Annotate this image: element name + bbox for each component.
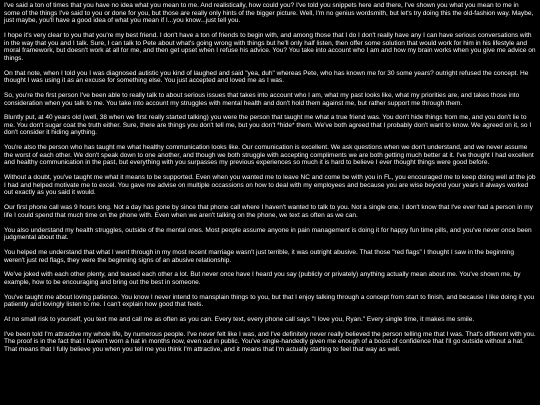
- paragraph-texts-and-calls: At no small risk to yourself, you text me and call me as often as you can. Every text, every phone call says "I love you, Ryan." Every single time, it makes me smile.: [4, 316, 475, 324]
- paragraph-intro: I've said a ton of times that you have no idea what you mean to me. And realistically, how could you? I've told you snippets here and there, I've shown you what you mean to me in some of the things I've said to you or done for you, but those are really only hints of the bigger picture. Well, I'm no genius wordsmith, but let's try doing this the old-fashion way. Maybe, just maybe, you'll have a good idea of what you mean if I...you know...just tell you.: [4, 2, 534, 25]
- paragraph-first-phone-call: Our first phone call was 9 hours long. Not a day has gone by since that phone call where I haven't wanted to talk to you. Not a single one. I don't know that I've ever had a person in my life I could spend that much time on the phone with. Even when we aren't talking on the phone, we text as often as we can.: [4, 204, 533, 219]
- paragraph-attractiveness: I've been told I'm attractive my whole life, by numerous people. I've never felt like I was, and I've definitely never really believed the person telling me that I was. That's different with you. The proof is in the fact that I haven't worn a hat in months now, even out in public. You've single-handedly given me enough of a boost of confidence that I'll go outside without a hat. That means that I fully believe you when you tell me you think I'm attractive, and it means that I'm actually starting to feel that way as well.: [4, 330, 536, 354]
- paragraph-healthy-communication: You're also the person who has taught me what healthy communication looks like. Our comunication is excellent. We ask questions when we don't understand, and we never assume the worst of each other. We don't speak down to one another, and though we both struggle with accepting compliments we are both getting much better at it. I've thought I had excellent and healthy communication in the past, but everything with you surpasses my previous experiences so much it is hard to believe I ever thought things were good before.: [4, 144, 534, 167]
- paragraph-health-struggles: You also understand my health struggles, outside of the mental ones. Most people assume anyone in pain management is doing it for happy fun time pills, and you've never once been judgmental about that.: [4, 226, 532, 242]
- paragraph-support: Without a doubt, you've taught me what it means to be supported. Even when you wanted me to leave NC and come be with you in FL, you encouraged me to keep doing well at the job I had and helped motivate me to excel. You gave me advise on multiple occassions on how to deal with my employees and because you are wise beyond your years it always worked out exactly as you said it would.: [4, 174, 536, 197]
- letter-document: [4, 2, 536, 361]
- paragraph-teasing: We've joked with each other plenty, and teased each other a lot. But never once have I heard you say (publicly or privately) anything actually mean about me. You've shown me, by example, how to be encouraging and bring out the best in someone.: [4, 271, 521, 286]
- paragraph-true-friend: Bluntly put, at 40 years old (well, 38 when we first really started talking) you were the person that taught me what a true friend was. You don't hide things from me, and you don't lie to me. You don't sugar coat the truth either. Sure, there are things you don't tell me, but you don't *hide* them. We've both agreed that I probably don't want to know. We agreed on it, so I don't consider it hiding anything.: [4, 114, 532, 137]
- paragraph-loving-patience: You've taught me about loving patience. You know I never intend to mansplain things to you, but that I enjoy talking through a concept from start to finish, and because I like doing it you patiently and lovingly listen to me. I can't explain how good that feels.: [4, 293, 535, 309]
- paragraph-abusive-marriage: You helped me understand that what I went through in my most recent marriage wasn't just terrible, it was outright abusive. That those "red flags" I thought I saw in the beginning weren't just red flags, they were the beginning signs of an abusive relationship.: [4, 248, 514, 264]
- paragraph-autism-diagnosis: On that note, when I told you I was diagnosed autistic you kind of laughed and said "yea, duh" whereas Pete, who has known me for 30 some years? outright refused the concept. He thought I was using it as an excuse for something else. You just accepted and loved me as I was.: [4, 69, 529, 85]
- paragraph-best-friend: I hope it's very clear to you that you're my best friend. I don't have a ton of friends to begin with, and among those that I do I don't really have any I can have serious conversations with in the way that you and I talk. Sure, I can talk to Pete about what's going wrong with things but he'll only half listen, then offer some solution that would work for him in his lifestyle and moral framework, but doesn't work at all for me, and then get upset when I refuse his advice. You? You take into account who I am and how my brain works when you give me advice on things.: [4, 31, 536, 62]
- paragraph-serious-talks: So, you're the first person I've been able to really talk to about serious issues that takes into account who I am, what my past looks like, what my priorities are, and takes those into consideration when you talk to me. You take into account my struggles with mental health and don't hold them against me, but rather support me through them.: [4, 91, 520, 107]
